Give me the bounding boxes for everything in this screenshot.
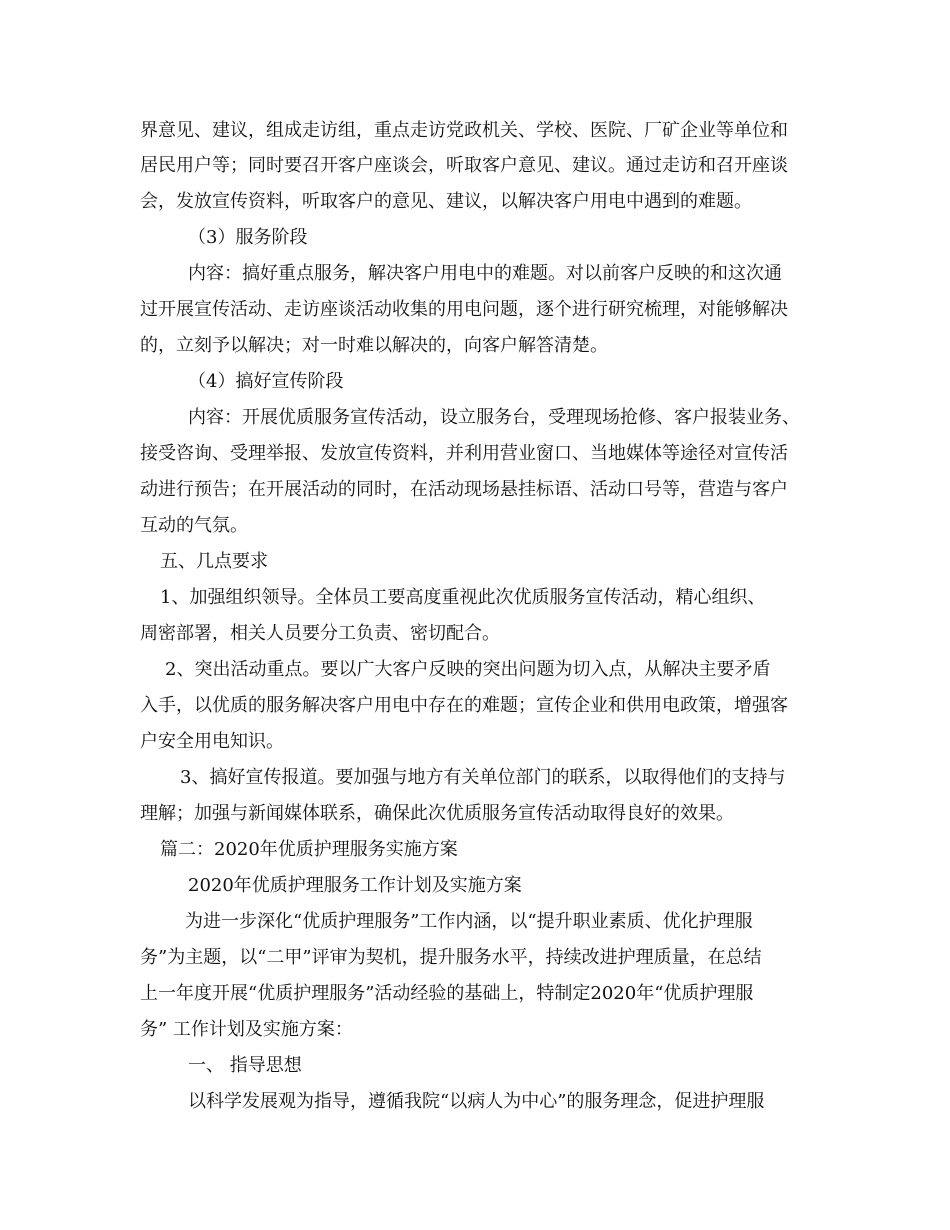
text-line: 1、加强组织领导。全体员工要高度重视此次优质服务宣传活动，精心组织、: [160, 587, 766, 608]
section-heading: （3）服务阶段: [188, 227, 308, 248]
text-line: 为进一步深化“优质护理服务”工作内涵，以“提升职业素质、优化护理服: [185, 911, 753, 932]
text-line: 会，发放宣传资料，听取客户的意见、建议，以解决客户用电中遇到的难题。: [140, 191, 752, 212]
text-line: 户安全用电知识。: [140, 731, 284, 752]
text-line: 务”为主题，以“二甲”评审为契机，提升服务水平，持续改进护理质量，在总结: [140, 947, 762, 968]
text-line: 界意见、建议，组成走访组，重点走访党政机关、学校、医院、厂矿企业等单位和: [140, 120, 788, 141]
text-line: 动进行预告；在开展活动的同时，在活动现场悬挂标语、活动口号等，营造与客户: [140, 479, 788, 500]
section-heading: （4）搞好宣传阶段: [188, 371, 344, 392]
section-heading: 篇二：2020年优质护理服务实施方案: [160, 839, 458, 860]
text-line: 内容：开展优质服务宣传活动，设立服务台，受理现场抢修、客户报装业务、: [188, 407, 800, 428]
text-line: 居民用户等；同时要召开客户座谈会，听取客户意见、建议。通过走访和召开座谈: [140, 155, 788, 176]
text-line: 务” 工作计划及实施方案：: [140, 1019, 353, 1040]
text-line: 以科学发展观为指导，遵循我院“以病人为中心”的服务理念，促进护理服: [188, 1091, 765, 1112]
text-line: 周密部署，相关人员要分工负责、密切配合。: [140, 623, 500, 644]
text-line: 入手，以优质的服务解决客户用电中存在的难题；宣传企业和供用电政策，增强客: [140, 695, 788, 716]
text-line: 2、突出活动重点。要以广大客户反映的突出问题为切入点，从解决主要矛盾: [165, 659, 771, 680]
text-line: 的，立刻予以解决；对一时难以解决的，向客户解答清楚。: [140, 335, 608, 356]
text-line: 互动的气氛。: [140, 515, 248, 536]
text-line: 3、搞好宣传报道。要加强与地方有关单位部门的联系，以取得他们的支持与: [180, 767, 786, 788]
section-heading: 一、 指导思想: [188, 1055, 302, 1076]
text-line: 接受咨询、受理举报、发放宣传资料，并利用营业窗口、当地媒体等途径对宣传活: [140, 443, 788, 464]
section-heading: 五、几点要求: [160, 551, 268, 572]
text-line: 上一年度开展“优质护理服务”活动经验的基础上，特制定2020年“优质护理服: [140, 983, 754, 1004]
text-line: 过开展宣传活动、走访座谈活动收集的用电问题，逐个进行研究梳理，对能够解决: [140, 299, 788, 320]
text-line: 内容：搞好重点服务，解决客户用电中的难题。对以前客户反映的和这次通: [188, 263, 782, 284]
text-line: 理解；加强与新闻媒体联系，确保此次优质服务宣传活动取得良好的效果。: [140, 803, 734, 824]
document-subtitle: 2020年优质护理服务工作计划及实施方案: [188, 875, 522, 896]
